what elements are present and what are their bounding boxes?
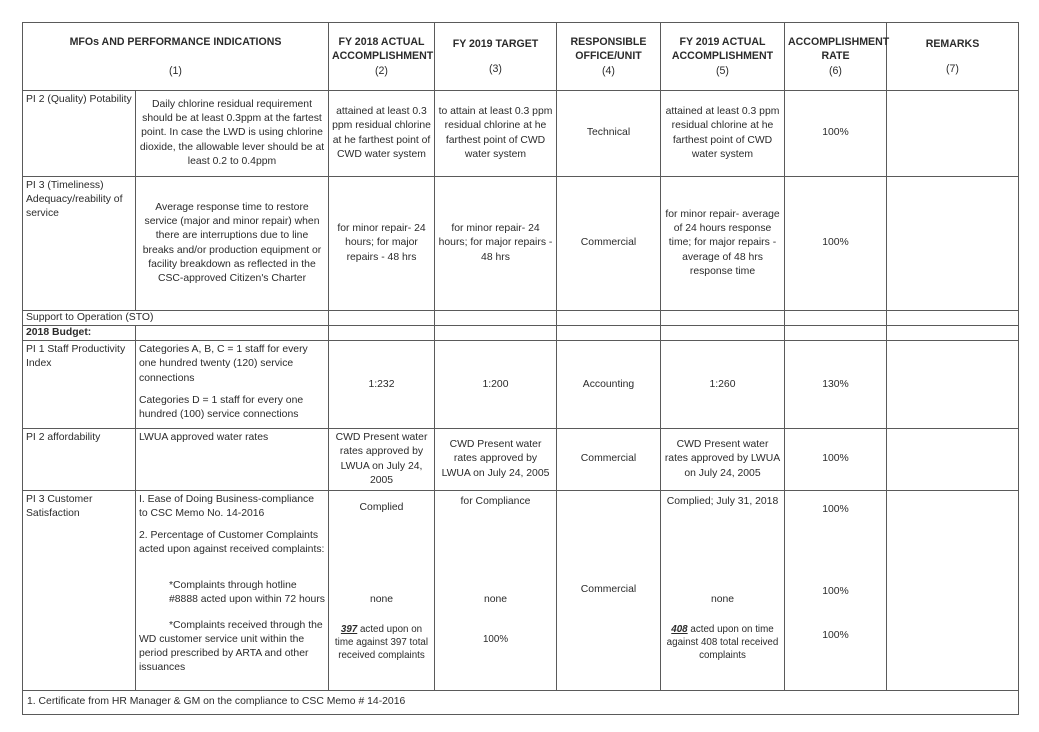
budget-empty-7 <box>887 326 1019 341</box>
header-fy2018-num: (2) <box>375 64 388 77</box>
pi2-quality-indicator: Daily chlorine residual requirement should be at least 0.3ppm at the fartest point. In case the LWD is using chlorine dioxide, the allowable lever should be at least 0.2 to 0.4ppm <box>136 91 329 177</box>
performance-report-sheet <box>22 22 1018 715</box>
pi3-customer-label: PI 3 Customer Satisfaction <box>23 490 136 690</box>
pi3-timeliness-remarks <box>887 177 1019 311</box>
pi3-timeliness-actual: for minor repair- average of 24 hours response time; for major repairs - average of 48 hrs response time <box>661 177 785 311</box>
pi2-afford-remarks <box>887 429 1019 491</box>
pi3-customer-fy2018 <box>329 490 435 690</box>
pi2-quality-remarks <box>887 91 1019 177</box>
footer-row <box>23 690 1019 714</box>
pi3-customer-rate-2 <box>788 529 883 579</box>
header-office-num: (4) <box>602 64 615 77</box>
sto-empty-3 <box>557 311 661 326</box>
sto-empty-5 <box>785 311 887 326</box>
pi1-fy2018: 1:232 <box>329 341 435 429</box>
pi3-customer-fy2018-1: Complied <box>359 501 404 513</box>
pi2-afford-rate: 100% <box>785 429 887 491</box>
budget-empty-2 <box>329 326 435 341</box>
header-office <box>557 23 661 91</box>
pi3-timeliness-fy2018: for minor repair- 24 hours; for major repairs - 48 hrs <box>329 177 435 311</box>
pi3-customer-actual-4 <box>664 619 781 663</box>
header-fy2018-text: FY 2018 ACTUAL ACCOMPLISHMENT <box>332 35 434 63</box>
pi3-timeliness-rate: 100% <box>785 177 887 311</box>
table-row <box>23 341 1019 429</box>
performance-table <box>22 22 1019 715</box>
header-fy2019-target <box>435 23 557 91</box>
header-fy2019-actual-num: (5) <box>716 64 729 77</box>
header-mfo-num: (1) <box>169 64 182 77</box>
pi1-office: Accounting <box>557 341 661 429</box>
pi3-customer-rate-3: 100% <box>822 585 849 597</box>
budget-empty-4 <box>557 326 661 341</box>
budget-empty-1 <box>136 326 329 341</box>
pi3-customer-target-3: none <box>483 593 508 605</box>
pi3-timeliness-office: Commercial <box>557 177 661 311</box>
pi1-indicator-a: Categories A, B, C = 1 staff for every one hundred twenty (120) service connections <box>139 344 308 384</box>
pi3-customer-actual-1: Complied; July 31, 2018 <box>666 495 779 507</box>
pi3-customer-actual-4-num: 408 <box>671 623 688 635</box>
footer-note: 1. Certificate from HR Manager & GM on the compliance to CSC Memo # 14-2016 <box>23 690 1019 714</box>
pi3-customer-fy2018-4 <box>332 619 431 663</box>
pi1-indicator-b: Categories D = 1 staff for every one hundred (100) service connections <box>139 394 304 420</box>
budget-label: 2018 Budget: <box>23 326 136 341</box>
pi2-afford-indicator: LWUA approved water rates <box>136 429 329 491</box>
budget-empty-5 <box>661 326 785 341</box>
pi3-customer-actual-2 <box>664 529 781 579</box>
pi3-customer-office: Commercial <box>557 490 661 690</box>
header-fy2019-actual-text: FY 2019 ACTUAL ACCOMPLISHMENT <box>671 35 774 63</box>
pi3-customer-rate-1: 100% <box>822 503 849 515</box>
pi3-customer-actual-3: none <box>710 593 735 605</box>
pi1-label: PI 1 Staff Productivity Index <box>23 341 136 429</box>
header-fy2019-actual <box>661 23 785 91</box>
pi3-customer-fy2018-4-num: 397 <box>340 623 358 635</box>
sto-empty-1 <box>329 311 435 326</box>
pi3-customer-target-2 <box>438 529 553 579</box>
pi2-quality-actual: attained at least 0.3 ppm residual chlorine at he farthest point of CWD water system <box>661 91 785 177</box>
sto-label: Support to Operation (STO) <box>23 311 329 326</box>
header-mfo <box>23 23 329 91</box>
table-row <box>23 91 1019 177</box>
header-fy2019-target-num: (3) <box>489 62 502 75</box>
pi2-afford-label: PI 2 affordability <box>23 429 136 491</box>
pi1-indicator <box>136 341 329 429</box>
pi2-quality-rate: 100% <box>785 91 887 177</box>
table-row <box>23 177 1019 311</box>
pi1-rate: 130% <box>785 341 887 429</box>
sto-empty-6 <box>887 311 1019 326</box>
header-office-text: RESPONSIBLE OFFICE/UNIT <box>570 35 647 63</box>
header-mfo-text: MFOs AND PERFORMANCE INDICATIONS <box>69 36 282 49</box>
pi2-afford-actual: CWD Present water rates approved by LWUA on July 24, 2005 <box>661 429 785 491</box>
header-row <box>23 23 1019 91</box>
pi3-customer-ind4: *Complaints received through the WD customer service unit within the period prescribed by ARTA and other issuances <box>139 619 323 674</box>
pi3-timeliness-label: PI 3 (Timeliness) Adequacy/reability of service <box>23 177 136 311</box>
pi1-remarks <box>887 341 1019 429</box>
pi2-afford-office: Commercial <box>557 429 661 491</box>
header-rate-num: (6) <box>829 64 842 77</box>
table-row <box>23 311 1019 326</box>
pi3-timeliness-target: for minor repair- 24 hours; for major repairs - 48 hrs <box>435 177 557 311</box>
pi3-customer-target-4: 100% <box>482 633 509 645</box>
pi2-quality-office: Technical <box>557 91 661 177</box>
header-rate <box>785 23 890 91</box>
pi3-customer-rate-4: 100% <box>822 629 849 641</box>
pi1-actual: 1:260 <box>661 341 785 429</box>
table-row <box>23 429 1019 491</box>
pi3-customer-actual <box>661 490 785 690</box>
header-remarks-num: (7) <box>946 62 959 75</box>
pi2-quality-fy2018: attained at least 0.3 ppm residual chlorine at he farthest point of CWD water system <box>329 91 435 177</box>
pi3-customer-fy2018-3: none <box>369 593 394 605</box>
table-row <box>23 326 1019 341</box>
pi3-customer-indicator <box>136 490 329 690</box>
budget-empty-6 <box>785 326 887 341</box>
pi2-afford-fy2018: CWD Present water rates approved by LWUA on July 24, 2005 <box>329 429 435 491</box>
pi3-customer-actual-4-rest: acted upon on time against 408 total received complaints <box>666 623 779 662</box>
pi3-customer-fy2018-2 <box>332 529 431 579</box>
pi3-customer-ind1: I. Ease of Doing Business-compliance to CSC Memo No. 14-2016 <box>139 493 314 519</box>
pi3-customer-ind3: *Complaints through hotline #8888 acted upon within 72 hours <box>169 579 325 605</box>
pi3-customer-rate <box>785 490 887 690</box>
header-remarks-text: REMARKS <box>925 38 980 51</box>
pi2-afford-target: CWD Present water rates approved by LWUA on July 24, 2005 <box>435 429 557 491</box>
table-row <box>23 490 1019 690</box>
pi3-timeliness-indicator: Average response time to restore service (major and minor repair) when there are interruptions due to line breaks and/or production equipment or facility breakdown as reflected in the CSC-approved Citizen's Charter <box>136 177 329 311</box>
header-fy2018 <box>329 23 435 91</box>
pi2-quality-target: to attain at least 0.3 ppm residual chlorine at he farthest point of CWD water system <box>435 91 557 177</box>
pi1-target: 1:200 <box>435 341 557 429</box>
sto-empty-4 <box>661 311 785 326</box>
pi3-customer-target-1: for Compliance <box>460 495 531 507</box>
header-rate-text: ACCOMPLISHMENT RATE <box>788 35 890 63</box>
sto-empty-2 <box>435 311 557 326</box>
pi3-customer-ind2: 2. Percentage of Customer Complaints acted upon against received complaints: <box>139 529 325 555</box>
pi3-customer-target <box>435 490 557 690</box>
header-fy2019-target-text: FY 2019 TARGET <box>452 38 539 51</box>
header-remarks <box>887 23 1019 91</box>
pi2-quality-label: PI 2 (Quality) Potability <box>23 91 136 177</box>
budget-empty-3 <box>435 326 557 341</box>
pi3-customer-remarks <box>887 490 1019 690</box>
pi3-customer-fy2018-4-rest: acted upon on time against 397 total received complaints <box>334 623 429 662</box>
